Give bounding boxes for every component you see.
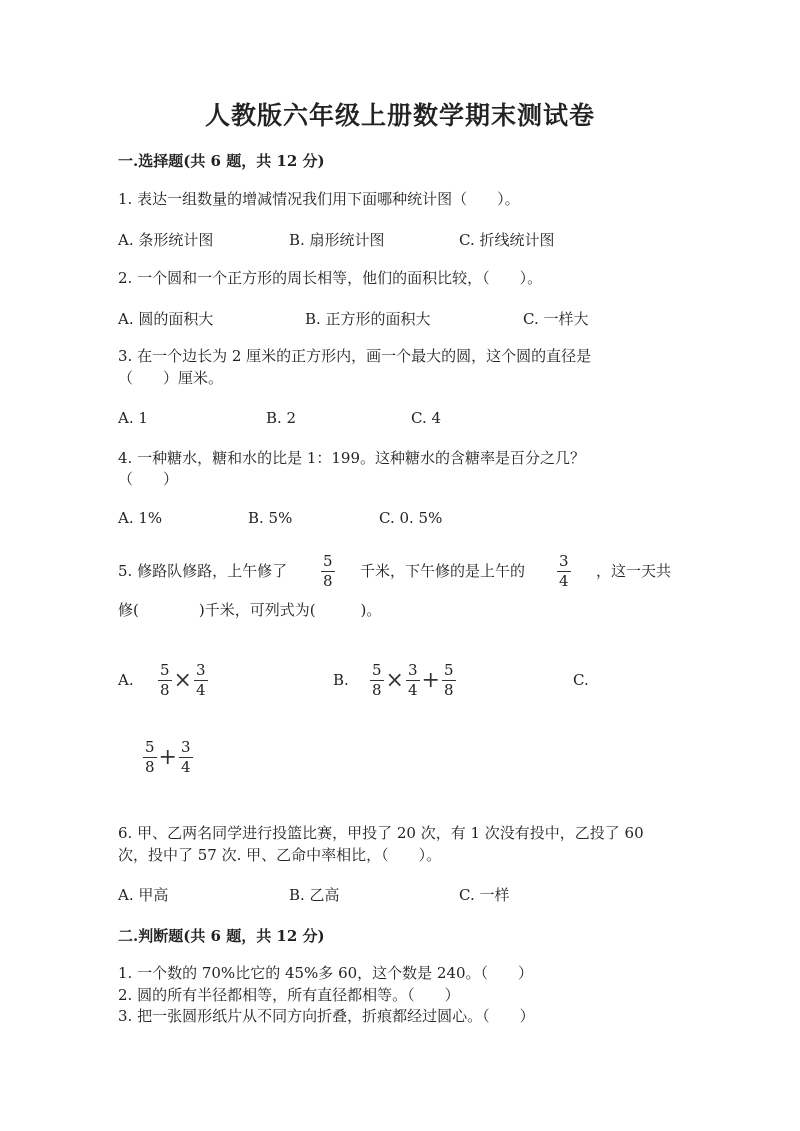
q5-option-c-expression [143, 739, 193, 776]
q5-option-b-label: B. [333, 671, 349, 689]
question-3-line-1: 3. 在一个边长为 2 厘米的正方形内，画一个最大的圆，这个圆的直径是 [118, 347, 592, 365]
q5-option-a-label: A. [118, 671, 134, 689]
fraction-numerator: 5 [372, 661, 382, 679]
fraction-denominator: 8 [160, 681, 170, 699]
q2-option-c: C. 一样大 [523, 310, 589, 328]
judgement-item-2: 2. 圆的所有半径都相等，所有直径都相等。（ ） [118, 986, 460, 1004]
q3-option-a: A. 1 [118, 409, 148, 427]
q5-option-b-expression [370, 662, 456, 699]
fraction-denominator: 8 [372, 681, 382, 699]
fraction-denominator: 4 [195, 681, 206, 699]
q6-option-c: C. 一样 [459, 886, 510, 904]
section-heading-choice: 一.选择题(共 6 题，共 12 分) [118, 152, 325, 170]
fraction-denominator: 8 [323, 572, 333, 590]
section-heading-judgement: 二.判断题(共 6 题，共 12 分) [118, 927, 325, 945]
fraction-numerator: 3 [195, 661, 206, 679]
q6-option-b: B. 乙高 [289, 886, 340, 904]
q2-option-a: A. 圆的面积大 [118, 310, 214, 328]
question-5-part-3: ，这一天共 [596, 562, 672, 580]
q5-option-a-expression [158, 662, 208, 699]
plus-sign: + [421, 668, 440, 693]
fraction-denominator: 8 [145, 758, 155, 776]
question-5-line-2: 修( )千米，可列式为( )。 [118, 601, 382, 619]
fraction-denominator: 4 [407, 681, 418, 699]
q4-option-b: B. 5% [248, 509, 293, 527]
q5-fraction-five-eighths [321, 553, 335, 590]
question-1: 1. 表达一组数量的增减情况我们用下面哪种统计图（ ）。 [118, 190, 520, 208]
fraction-denominator: 4 [180, 758, 191, 776]
fraction-denominator: 8 [443, 681, 454, 699]
question-4-line-1: 4. 一种糖水，糖和水的比是 1：199。这种糖水的含糖率是百分之几？ [118, 449, 586, 467]
fraction-numerator: 5 [323, 552, 333, 570]
question-3-line-2: （ ）厘米。 [118, 369, 224, 387]
question-6-line-2: 次，投中了 57 次. 甲、乙命中率相比，（ ）。 [118, 846, 442, 864]
q1-option-c: C. 折线统计图 [459, 231, 555, 249]
fraction-numerator: 5 [160, 661, 170, 679]
question-4-line-2: （ ） [118, 470, 179, 488]
question-5-part-2: 千米，下午修的是上午的 [360, 562, 526, 580]
q2-option-b: B. 正方形的面积大 [305, 310, 431, 328]
times-sign: × [173, 668, 192, 693]
fraction-numerator: 3 [180, 738, 191, 756]
q3-option-b: B. 2 [266, 409, 297, 427]
plus-sign: + [158, 745, 177, 770]
question-2: 2. 一个圆和一个正方形的周长相等，他们的面积比较，（ ）。 [118, 269, 543, 287]
q4-option-c: C. 0. 5% [379, 509, 443, 527]
q1-option-a: A. 条形统计图 [118, 231, 214, 249]
fraction-numerator: 5 [145, 738, 155, 756]
times-sign: × [385, 668, 404, 693]
q6-option-a: A. 甲高 [118, 886, 169, 904]
q5-fraction-three-quarters [557, 553, 571, 590]
question-5-part-1: 5. 修路队修路，上午修了 [118, 562, 288, 580]
judgement-item-1: 1. 一个数的 70%比它的 45%多 60，这个数是 240。（ ） [118, 964, 534, 982]
question-6-line-1: 6. 甲、乙两名同学进行投篮比赛，甲投了 20 次，有 1 次没有投中，乙投了 60 [118, 824, 644, 842]
fraction-denominator: 4 [559, 572, 569, 590]
fraction-numerator: 5 [443, 661, 454, 679]
q1-option-b: B. 扇形统计图 [289, 231, 385, 249]
q5-option-c-label: C. [573, 671, 589, 689]
q4-option-a: A. 1% [118, 509, 163, 527]
q3-option-c: C. 4 [411, 409, 442, 427]
page-title: 人教版六年级上册数学期末测试卷 [204, 101, 595, 130]
judgement-item-3: 3. 把一张圆形纸片从不同方向折叠，折痕都经过圆心。（ ） [118, 1007, 535, 1025]
fraction-numerator: 3 [407, 661, 418, 679]
fraction-numerator: 3 [559, 552, 569, 570]
